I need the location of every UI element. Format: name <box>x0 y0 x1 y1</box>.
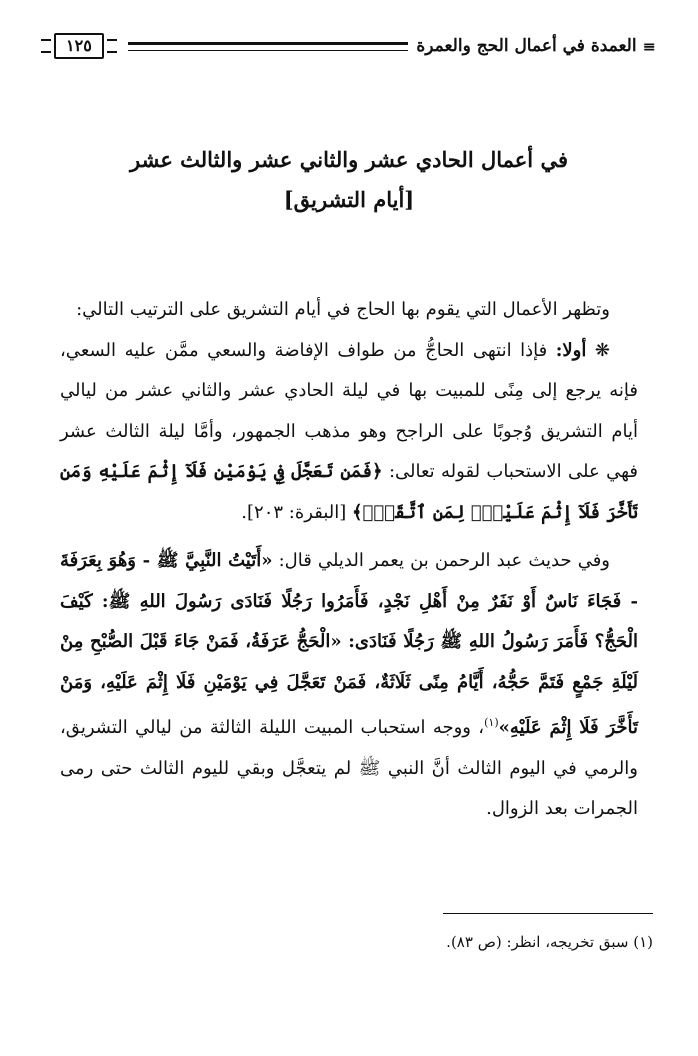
quran-verse: ﴿فَمَن تَعَجَّلَ فِي يَوْمَيْنِ فَلَآ إِثْمَ عَلَيْهِ وَمَن تَأَخَّرَ فَلَآ إِثْمَ عَلَيْهِۚ لِمَنِ ٱتَّقَىٰۗ﴾ <box>60 461 638 523</box>
page-number-ornament-icon <box>41 39 51 53</box>
running-head <box>38 30 656 62</box>
hadith-intro: وفي حديث عبد الرحمن بن يعمر الديلي قال: <box>278 550 610 571</box>
first-text: فإذا انتهى الحاجُّ من طواف الإفاضة والسعي ممَّن عليه السعي، فإنه يرجع إلى مِنًى للمبيت بها في ليلة الحادي عشر والثاني عشر من ليالي أيام التشريق وُجوبًا على الراجح وهو مذهب الجمهور، وأمَّا ليلة الثالث عشر فهي على الاستحباب لقوله تعالى: <box>60 339 638 482</box>
footnote-divider <box>443 913 653 914</box>
chapter-title-line2: [أيام التشريق] <box>283 187 415 212</box>
paragraph-first <box>60 331 638 534</box>
chapter-title <box>40 140 658 220</box>
star-icon: ❋ <box>594 339 610 361</box>
footnote-ref: (١) <box>484 716 499 729</box>
footnote-marker: (١) <box>633 933 653 951</box>
quran-reference: [البقرة: ٢٠٣]. <box>241 501 347 523</box>
header-mark-icon: ≡ <box>642 36 656 56</box>
hadith-text: «أَتَيْتُ النَّبِيَّ ﷺ - وَهُوَ بِعَرَفَةَ - فَجَاءَ نَاسٌ أَوْ نَفَرٌ مِنْ أَهْلِ نَجْدٍ، فَأَمَرُوا رَجُلًا فَنَادَى رَسُولَ اللهِ ﷺ: كَيْفَ الْحَجُّ؟ فَأَمَرَ رَسُولُ اللهِ ﷺ رَجُلًا فَنَادَى: «الْحَجُّ عَرَفَةُ، فَمَنْ جَاءَ قَبْلَ الصُّبْحِ مِنْ لَيْلَةِ جَمْعٍ فَتَمَّ حَجُّهُ، أَيَّامُ مِنًى ثَلَاثَةٌ، فَمَنْ تَعَجَّلَ فِي يَوْمَيْنِ فَلَا إِثْمَ عَلَيْهِ، وَمَنْ تَأَخَّرَ فَلَا إِثْمَ عَلَيْهِ» <box>60 550 639 738</box>
first-label: أولا: <box>555 339 587 361</box>
footnote <box>60 930 653 954</box>
body-text <box>60 290 638 830</box>
intro-paragraph: وتظهر الأعمال التي يقوم بها الحاج في أيام التشريق على الترتيب التالي: <box>76 299 610 320</box>
paragraph-hadith <box>60 541 638 830</box>
page-number-block <box>38 33 120 59</box>
page-number: ١٢٥ <box>54 33 104 59</box>
chapter-title-line1: في أعمال الحادي عشر والثاني عشر والثالث عشر <box>130 147 568 172</box>
footnote-text: سبق تخريجه، انظر: (ص ٨٣). <box>446 933 629 951</box>
header-rule <box>128 42 409 51</box>
book-title: العمدة في أعمال الحج والعمرة <box>416 36 637 56</box>
hadith-rest: ، ووجه استحباب المبيت الليلة الثالثة من ليالي التشريق، والرمي في اليوم الثالث أنَّ النبي ﷺ لم يتعجَّل وبقي لليوم الثالث حتى رمى الجمرات بعد الزوال. <box>60 717 638 819</box>
page-number-ornament-icon <box>107 39 117 53</box>
